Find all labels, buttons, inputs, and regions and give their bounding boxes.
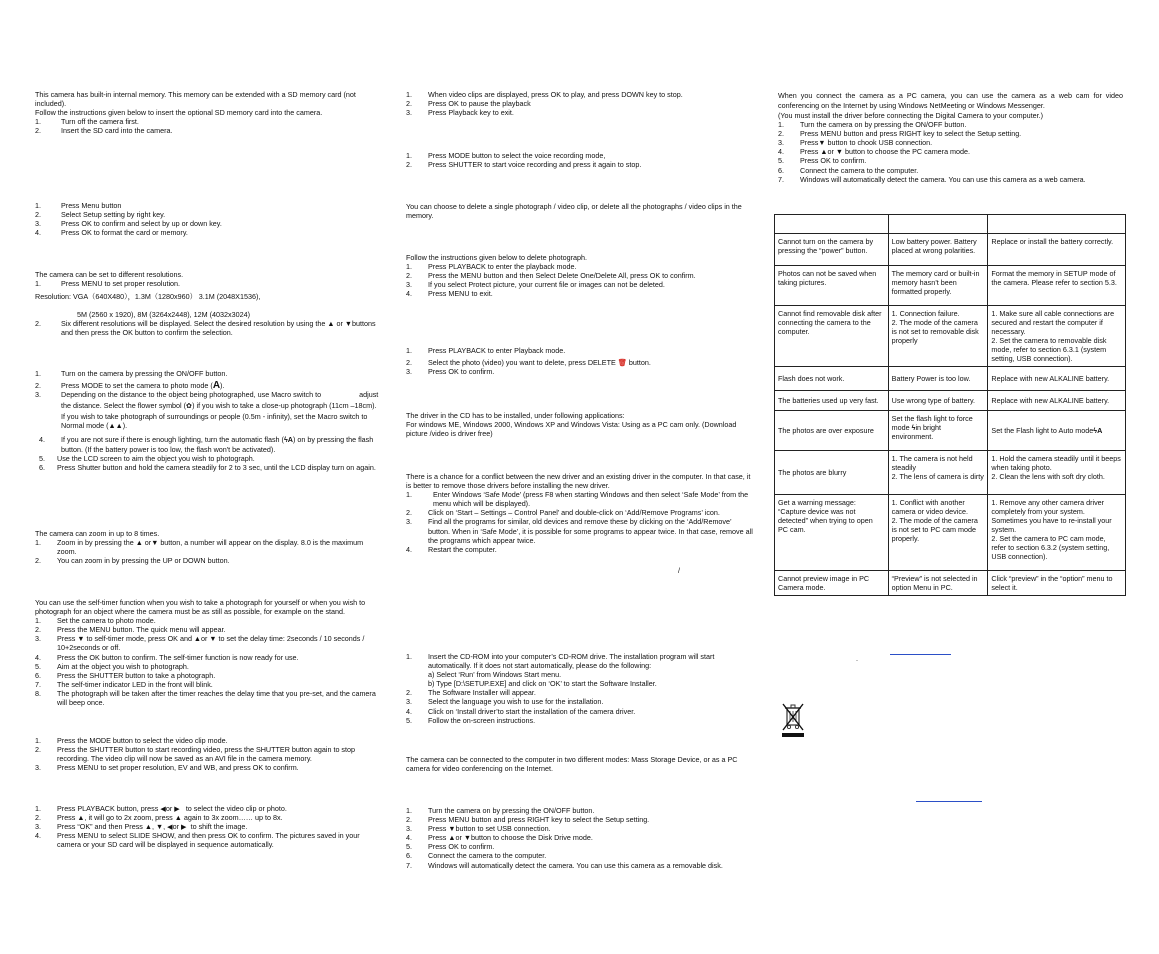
list-item: 2. Insert the SD card into the camera.	[35, 126, 173, 136]
list-item: 2. Press MENU button and press RIGHT key to select the Setup setting.	[778, 129, 1022, 139]
hyperlink-underline[interactable]	[890, 654, 951, 655]
list-item: 2. Select Setup setting by right key.	[35, 210, 166, 220]
hyperlink-underline[interactable]	[916, 801, 982, 802]
mass-storage-steps	[406, 806, 754, 870]
list-item: 1. Press PLAYBACK to enter the playback mode.	[406, 262, 577, 272]
list-item: 5. Use the LCD screen to aim the object you wish to photograph.	[39, 453, 255, 463]
left-arrow-icon: ◀	[160, 804, 166, 813]
list-item: 1. Insert the CD-ROM into your computer’s CD-ROM drive. The installation program will start automatically. If it does not start automatically, please do the following: a) Select ‘Run’ from Windows Start menu. b) Type [D:\SETUP.EXE] and click on ‘OK’ to start the Software Installer.	[406, 652, 715, 689]
list-item: 6. Press the SHUTTER button to take a photograph.	[35, 670, 216, 680]
crossed-bin-icon	[781, 702, 805, 738]
list-item: 1. Press PLAYBACK to enter Playback mode.	[406, 346, 566, 355]
list-item: 5. Follow the on-screen instructions.	[406, 715, 536, 725]
list-item: 4. Press MENU to select SLIDE SHOW, and then press OK to confirm. The pictures saved in your camera or your SD card will be displayed in sequence automatically.	[35, 831, 360, 850]
list-item: 2. Six different resolutions will be displayed. Select the desired resolution by using the ▲ or ▼buttons and then press the OK button to confirm the selection.	[35, 319, 376, 338]
list-item: 2. Press MENU button and press RIGHT key to select the Setup setting.	[406, 815, 650, 825]
table-row: The photos are blurry 1. The camera is not held steadily 2. The lens of camera is dirty 1. Hold the camera steadily until it beeps when taking photo. 2. Clean the lens with soft dry cloth.	[775, 451, 1126, 495]
list-item: 4. Press MENU to exit.	[406, 289, 493, 299]
list-item: 3. Press ▼ to self-timer mode, press OK and ▲or ▼ to set the delay time: 2seconds / 10 seconds / 10+2seconds or off.	[35, 634, 365, 653]
camera-mode-icon: A	[212, 380, 221, 392]
list-item: 3. Select the language you wish to use for the installation.	[406, 697, 604, 707]
left-arrow-icon: ◀	[167, 822, 173, 832]
list-item: 2. Press SHUTTER to start voice recording and press it again to stop.	[406, 160, 642, 170]
resolution-section: The camera can be set to different resolutions. 1. Press MENU to set proper resolution. Resolution: VGA（640X480），1.3M（1280x960） 3.1M (2048X1536), 5M (2560 x 1920), 8M (3264x2448), 12M (4032x3024) 2. Six different resolutions will be displayed. Select the desired resolution by using the ▲ or ▼buttons and then press the OK button to confirm the selection.	[35, 270, 380, 338]
list-item: 1. Press the MODE button to select the video clip mode.	[35, 736, 228, 745]
list-item: 1. Zoom in by pressing the ▲ or▼ button, a number will appear on the display. 8.0 is the maximum zoom.	[35, 538, 364, 557]
list-item: 5. Press OK to confirm.	[406, 842, 495, 852]
list-item: 1. Turn the camera on by pressing the ON/OFF button.	[778, 120, 967, 130]
list-item: 2. Press the MENU button. The quick menu will appear.	[35, 625, 226, 635]
list-item: 4. Press the OK button to confirm. The self-timer function is now ready for use.	[35, 652, 299, 662]
list-item: 3. Press OK to confirm and select by up or down key.	[35, 219, 222, 229]
driver-conflict-section: There is a chance for a conflict between the new driver and an existing driver in the computer. In that case, it is better to remove those drivers before installing the new driver. 1. Enter Windows ‘Safe Mode’ (press F8 when starting Windows and then select ‘Safe Mode’ from the menu which will be displayed). 2. Click on ‘Start – Settings – Control Panel’ and double-click on ‘Add/Remove Programs’ icon. 3. Find all the programs for similar, old devices and remove these by clicking on the ‘Add/Remove’ button. When in ‘Safe Mode’, it is possible for some programs to appear twice. In that case, remove all the programs which appear twice. 4. Restart the computer.	[406, 472, 753, 554]
flash-force-icon: ϟ	[911, 423, 916, 432]
list-item: 3. Press▼ button to chook USB connection.	[778, 138, 933, 148]
stray-slash: /	[678, 566, 680, 575]
table-header-row	[775, 215, 1126, 234]
list-item: 1. Turn the camera on by pressing the ON/OFF button.	[406, 806, 595, 815]
list-item: 3. Press MENU to set proper resolution, EV and WB, and press OK to confirm.	[35, 763, 299, 773]
list-item: 3. Depending on the distance to the object being photographed, use Macro switch to adjust the distance. Select the flower symbol (✿) if you wish to take a close-up photograph (11cm –18cm). If you wish to take photograph of surroundings or people (0.5m - infinity), set the Macro switch to Normal mode (▲▲).	[35, 390, 379, 431]
list-item: 1. Press Menu button	[35, 201, 122, 210]
list-item: 4. Press ▲or ▼button to choose the Disk Drive mode.	[406, 833, 593, 843]
table-row: Cannot turn on the camera by pressing the “power” button. Low battery power. Battery placed at wrong polarities. Replace or install the battery correctly.	[775, 234, 1126, 266]
delete-all-section: Follow the instructions given below to delete photograph. 1. Press PLAYBACK to enter the playback mode. 2. Press the MENU button and then Select Delete One/Delete All, press OK to confirm. 3. If you select Protect picture, your current file or images can not be deleted. 4. Press MENU to exit.	[406, 253, 754, 298]
list-item: 7. The self-timer indicator LED in the front will blink.	[35, 679, 213, 689]
right-arrow-icon: ▶	[174, 804, 180, 813]
table-row: Cannot preview image in PC Camera mode. “Preview” is not selected in option Menu in PC. Click “preview” in the “option” menu to select it.	[775, 571, 1126, 596]
list-item: 2. The Software Installer will appear.	[406, 688, 536, 698]
table-row: The batteries used up very fast. Use wrong type of battery. Replace with new ALKALINE battery.	[775, 391, 1126, 411]
list-item: 1. Press MODE button to select the voice recording mode,	[406, 151, 606, 160]
list-item: 1. Turn off the camera first.	[35, 117, 139, 127]
trash-icon: 🗑	[617, 358, 627, 368]
list-item: 5. Press OK to confirm.	[778, 156, 867, 166]
pc-camera-section: When you connect the camera as a PC camera, you can use the camera as a web cam for video conferencing on the Internet by using Windows NetMeeting or Windows Messenger. (You must install the driver before connecting the Digital Camera to your computer.) 1. Turn the camera on by pressing the ON/OFF button. 2. Press MENU button and press RIGHT key to select the Setup setting. 3. Press▼ button to chook USB connection. 4. Press ▲or ▼ button to choose the PC camera mode. 5. Press OK to confirm. 6. Connect the camera to the computer. 7. Windows will automatically detect the camera. You can use this camera as a web camera.	[778, 91, 1123, 184]
flash-auto-icon: ϟA	[283, 435, 293, 445]
photo-steps	[35, 369, 380, 472]
troubleshooting-table	[774, 214, 1126, 596]
list-item: 8. The photograph will be taken after the timer reaches the delay time that you pre-set, and the camera will beep once.	[35, 688, 376, 708]
voice-steps	[406, 151, 754, 169]
list-item: 1. When video clips are displayed, press OK to play, and press DOWN key to stop.	[406, 90, 683, 99]
list-item: 3. Press “OK” and then Press ▲, ▼, ◀or ▶ to shift the image.	[35, 822, 248, 832]
delete-intro: You can choose to delete a single photograph / video clip, or delete all the photographs / video clips in the memory.	[406, 202, 742, 221]
flash-auto-icon: ϟA	[1093, 426, 1103, 435]
list-item: 5. Aim at the object you wish to photograph.	[35, 661, 189, 671]
install-steps	[406, 652, 754, 725]
list-item: 3. Press OK to confirm.	[406, 367, 495, 377]
list-item: 7. Windows will automatically detect the camera. You can use this camera as a removable disk.	[406, 860, 723, 870]
table-row: Cannot find removable disk after connecting the camera to the computer. 1. Connection failure. 2. The mode of the camera is not set to removable disk properly 1. Make sure all cable connections are secured and restart the computer if necessary. 2. Set the camera to removable disk mode, refer to section 6.3.1 (system setting, USB connection).	[775, 306, 1126, 367]
list-item: 1. Enter Windows ‘Safe Mode’ (press F8 when starting Windows and then select ‘Safe Mode’ from the menu which will be displayed).	[406, 490, 749, 509]
list-item: 4. Press ▲or ▼ button to choose the PC camera mode.	[778, 147, 971, 157]
list-item: 4. Click on ‘Install driver’to start the installation of the camera driver.	[406, 706, 636, 716]
connect-intro: The camera can be connected to the computer in two different modes: Mass Storage Device, or as a PC camera for video conferencing on the Internet.	[406, 755, 738, 774]
list-item: 2. Press the SHUTTER button to start recording video, press the SHUTTER button again to stop recording. The video clip will now be saved as an AVI file in the camera memory.	[35, 745, 356, 764]
zoom-section: The camera can zoom in up to 8 times. 1. Zoom in by pressing the ▲ or▼ button, a number will appear on the display. 8.0 is the maximum zoom. 2. You can zoom in by pressing the UP or DOWN button.	[35, 529, 380, 565]
list-item: 7. Windows will automatically detect the camera. You can use this camera as a web camera.	[778, 174, 1086, 184]
table-row: Get a warning message: “Capture device was not detected” when trying to open PC cam. 1. Conflict with another camera or video device. 2. The mode of the camera is not set to PC cam mode properly. 1. Remove any other camera driver completely from your system. Sometimes you have to re-install your system. 2. Set the camera to PC cam mode, refer to section 6.3.2 (system setting, USB connection).	[775, 495, 1126, 571]
stray-dot: .	[856, 654, 858, 663]
list-item: 2. Press ▲, it will go to 2x zoom, press ▲ again to 3x zoom…… up to 8x.	[35, 813, 283, 823]
list-item: 2. Click on ‘Start – Settings – Control Panel’ and double-click on ‘Add/Remove Programs’ icon.	[406, 508, 720, 518]
list-item: 3. Press ▼button to set USB connection.	[406, 824, 551, 834]
video-steps	[35, 736, 380, 772]
table-row: Photos can not be saved when taking pictures. The memory card or built-in memory hasn’t been formatted properly. Format the memory in SETUP mode of the camera. Please refer to section 5.3.	[775, 266, 1126, 306]
list-item: 2. You can zoom in by pressing the UP or DOWN button.	[35, 556, 230, 566]
list-item: 1. Turn on the camera by pressing the ON/OFF button.	[35, 369, 228, 378]
list-item: 4. Press OK to format the card or memory.	[35, 228, 188, 238]
playback-steps	[35, 804, 380, 849]
driver-intro: The driver in the CD has to be installed, under following applications: For windows ME, Windows 2000, Windows XP and Windows Vista: Using as a PC cam only. (Download picture /video is driver free)	[406, 411, 737, 439]
right-arrow-icon: ▶	[181, 822, 187, 832]
list-item: 2. Select the photo (video) you want to delete, press DELETE 🗑 button.	[406, 358, 651, 368]
list-item: 6. Press Shutter button and hold the camera steadily for 2 to 3 sec, until the LCD display turn on again.	[39, 462, 376, 472]
table-row: The photos are over exposure Set the flash light to force mode ϟin bright environment. Set the Flash light to Auto modeϟA	[775, 411, 1126, 451]
list-item: 3. Find all the programs for similar, old devices and remove these by clicking on the ‘Add/Remove’ button. When in ‘Safe Mode’, it is possible for some programs to appear twice. In that case, remove all the programs which appear twice.	[406, 517, 753, 545]
list-item: 6. Connect the camera to the computer.	[778, 165, 919, 175]
list-item: 3. Press Playback key to exit.	[406, 108, 514, 118]
self-timer-section: You can use the self-timer function when you wish to take a photograph for yourself or when you wish to photograph for an object where the camera must be as still as possible, for example on the stand. 1. Set the camera to photo mode. 2. Press the MENU button. The quick menu will appear. 3. Press ▼ to self-timer mode, press OK and ▲or ▼ to set the delay time: 2seconds / 10 seconds / 10+2seconds or off. 4. Press the OK button to confirm. The self-timer function is now ready for use. 5. Aim at the object you wish to photograph. 6. Press the SHUTTER button to take a photograph. 7. The self-timer indicator LED in the front will blink. 8. The photograph will be taken after the timer reaches the delay time that you pre-set, and the camera will beep once.	[35, 598, 380, 707]
sd-intro: This camera has built-in internal memory. This memory can be extended with a SD memory card (not included). Follow the instructions given below to insert the optional SD memory card into the camera. 1. Turn off the camera first. 2. Insert the SD card into the camera.	[35, 90, 380, 135]
flower-macro-icon: ✿	[186, 401, 193, 411]
list-item: 2. Press OK to pause the playback	[406, 99, 531, 109]
video-playback-steps	[406, 90, 754, 117]
mountain-normal-icon: ▲▲	[108, 421, 123, 431]
list-item: 1. Press MENU to set proper resolution.	[35, 279, 181, 289]
list-item: 2. Press MODE to set the camera to photo mode (A).	[35, 380, 225, 392]
list-item: 4. Restart the computer.	[406, 544, 497, 554]
list-item: 1. Press PLAYBACK button, press ◀or ▶ to select the video clip or photo.	[35, 804, 287, 813]
format-steps	[35, 201, 380, 237]
list-item: 6. Connect the camera to the computer.	[406, 851, 547, 861]
table-row: Flash does not work. Battery Power is too low. Replace with new ALKALINE battery.	[775, 367, 1126, 391]
list-item: 2. Press the MENU button and then Select Delete One/Delete All, press OK to confirm.	[406, 271, 696, 281]
list-item: 1. Set the camera to photo mode.	[35, 616, 156, 626]
list-item: 4. If you are not sure if there is enough lighting, turn the automatic flash (ϟA) on by pressing the flash button. (If the battery power is too low, the flash won't be activated).	[39, 435, 374, 454]
list-item: 3. If you select Protect picture, your current file or images can not be deleted.	[406, 280, 665, 290]
delete-one-section	[406, 346, 754, 376]
